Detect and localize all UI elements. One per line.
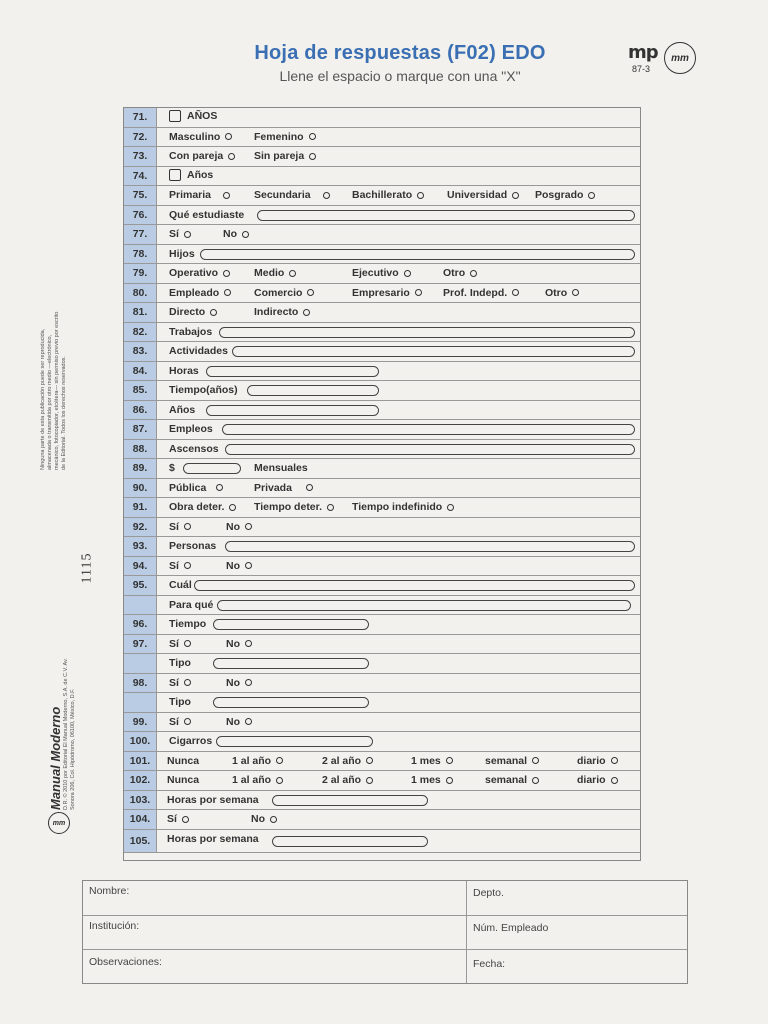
question-number: 71. <box>124 108 157 127</box>
radio-con-pareja[interactable] <box>228 153 235 160</box>
option-label: Tiempo deter. <box>254 501 323 513</box>
text-field-salario[interactable] <box>183 463 241 474</box>
brand-name: Manual Moderno <box>48 706 63 810</box>
radio-diario[interactable] <box>611 757 618 764</box>
radio-si[interactable] <box>184 679 191 686</box>
question-number: 74. <box>124 167 157 186</box>
page-subtitle: Llene el espacio o marque con una "X" <box>279 68 521 84</box>
question-number: 90. <box>124 479 157 498</box>
checkbox-icon[interactable] <box>169 169 181 181</box>
question-label: Empleos <box>169 423 213 435</box>
question-row-102 <box>124 771 640 791</box>
question-label: Horas por semana <box>167 793 259 806</box>
text-field-horas-semana[interactable] <box>272 836 428 847</box>
text-field-personas[interactable] <box>225 541 635 552</box>
question-row-74 <box>124 167 640 187</box>
radio-2-al-ano[interactable] <box>366 757 373 764</box>
option-label: 1 mes <box>411 754 441 767</box>
question-suffix: Mensuales <box>254 462 308 474</box>
question-label: $ <box>169 462 175 474</box>
question-label: Hijos <box>169 247 195 260</box>
question-label: Para qué <box>169 598 214 611</box>
question-number <box>124 596 157 615</box>
logo-code: 87-3 <box>632 64 651 74</box>
question-number: 99. <box>124 713 157 732</box>
radio-medio[interactable] <box>289 270 296 277</box>
radio-semanal[interactable] <box>532 777 539 784</box>
footer-info-table <box>82 880 688 984</box>
radio-1-mes[interactable] <box>446 777 453 784</box>
option-label: Empresario <box>352 286 410 299</box>
text-field-anos[interactable] <box>206 405 379 416</box>
radio-comercio[interactable] <box>307 289 314 296</box>
text-field-cual[interactable] <box>194 580 635 591</box>
question-row-98-tipo <box>124 693 640 713</box>
question-label: Actividades <box>169 345 228 357</box>
question-row-84 <box>124 362 640 382</box>
option-label: semanal <box>485 774 528 786</box>
question-number: 103. <box>124 791 157 810</box>
option-label: Otro <box>545 286 568 299</box>
question-label: Qué estudiaste <box>169 208 245 221</box>
option-label: Con pareja <box>169 150 224 162</box>
side-code: 1115 <box>79 552 95 584</box>
question-label: Tiempo(años) <box>169 384 238 396</box>
radio-no[interactable] <box>245 640 252 647</box>
question-row-78 <box>124 245 640 265</box>
option-label: No <box>226 637 240 650</box>
option-label: Sí <box>169 637 179 650</box>
question-number: 87. <box>124 420 157 439</box>
radio-semanal[interactable] <box>532 757 539 764</box>
radio-otro[interactable] <box>572 289 579 296</box>
radio-no[interactable] <box>245 562 252 569</box>
question-number <box>124 654 157 673</box>
radio-si[interactable] <box>184 718 191 725</box>
question-row-86 <box>124 401 640 421</box>
field-num-empleado[interactable]: Núm. Empleado <box>473 922 549 934</box>
option-label: Secundaria <box>254 189 311 201</box>
option-label: diario <box>577 774 606 786</box>
option-label: Empleado <box>169 286 220 299</box>
question-number: 79. <box>124 264 157 283</box>
question-number: 72. <box>124 128 157 147</box>
question-number: 95. <box>124 576 157 595</box>
option-label: Masculino <box>169 130 221 143</box>
option-label: Comercio <box>254 286 303 299</box>
question-number: 88. <box>124 440 157 459</box>
radio-directo[interactable] <box>210 309 217 316</box>
question-label: Tiempo <box>169 618 207 630</box>
radio-1-al-ano[interactable] <box>276 757 283 764</box>
question-number: 104. <box>124 810 157 829</box>
question-label: AÑOS <box>187 110 218 122</box>
question-row-72 <box>124 128 640 148</box>
question-number: 76. <box>124 206 157 225</box>
question-number: 105. <box>124 830 157 852</box>
question-number: 91. <box>124 498 157 517</box>
question-number: 94. <box>124 557 157 576</box>
text-field-ascensos[interactable] <box>225 444 635 455</box>
radio-obra-deter[interactable] <box>229 504 236 511</box>
radio-ejecutivo[interactable] <box>404 270 411 277</box>
field-depto[interactable]: Depto. <box>473 887 504 899</box>
text-field-hijos[interactable] <box>200 249 635 260</box>
radio-primaria[interactable] <box>223 192 230 199</box>
question-row-89 <box>124 459 640 479</box>
field-fecha[interactable]: Fecha: <box>473 958 506 970</box>
option-label: Posgrado <box>535 189 584 201</box>
option-label: Sí <box>169 559 179 572</box>
text-field-cigarros[interactable] <box>216 736 373 747</box>
brand-legal: D.R. © 2010 por Editorial El Manual Moderno, S.A. de C.V. Av. Sonora 206, Col. Hipódromo, 06100, México, D.F. <box>63 658 76 810</box>
radio-1-al-ano[interactable] <box>276 777 283 784</box>
question-number: 82. <box>124 323 157 342</box>
question-label: Horas por semana <box>167 832 259 845</box>
option-label: Universidad <box>447 189 508 201</box>
question-number: 86. <box>124 401 157 420</box>
question-row-97-tipo <box>124 654 640 674</box>
logo-mark: mp <box>628 42 658 63</box>
radio-operativo[interactable] <box>223 270 230 277</box>
question-label: Tipo <box>169 696 191 708</box>
field-nombre[interactable]: Nombre: <box>89 885 130 897</box>
question-row-81 <box>124 303 640 323</box>
radio-posgrado[interactable] <box>588 192 595 199</box>
question-number: 81. <box>124 303 157 322</box>
text-field-horas[interactable] <box>206 366 379 377</box>
radio-tiempo-deter[interactable] <box>327 504 334 511</box>
option-label: Tiempo indefinido <box>352 501 443 513</box>
question-label: Años <box>169 403 196 416</box>
question-row-100 <box>124 732 640 752</box>
option-label: No <box>226 715 240 728</box>
question-label: Horas <box>169 364 199 377</box>
text-field-para-que[interactable] <box>217 600 631 611</box>
question-row-96 <box>124 615 640 635</box>
radio-si[interactable] <box>184 523 191 530</box>
question-row-77 <box>124 225 640 245</box>
option-label: No <box>226 520 240 533</box>
question-row-82 <box>124 323 640 343</box>
question-label: Ascensos <box>169 442 219 455</box>
question-label: Cigarros <box>169 735 213 747</box>
question-number: 85. <box>124 381 157 400</box>
option-label: Privada <box>254 481 292 494</box>
checkbox-icon[interactable] <box>169 110 181 122</box>
question-row-104 <box>124 810 640 830</box>
option-label: Medio <box>254 267 285 279</box>
question-row-98 <box>124 674 640 694</box>
brand-circle-icon: mm <box>48 812 70 834</box>
field-institucion[interactable]: Institución: <box>89 920 140 932</box>
option-label: Sin pareja <box>254 150 305 162</box>
publisher-logo <box>628 40 708 80</box>
question-label: Años <box>187 168 214 181</box>
radio-femenino[interactable] <box>309 133 316 140</box>
option-label: diario <box>577 754 606 767</box>
question-row-99 <box>124 713 640 733</box>
option-label: Obra deter. <box>169 501 225 513</box>
radio-bachillerato[interactable] <box>417 192 424 199</box>
side-notice: Ninguna parte de esta publicación puede ser reproducida, almacenada o transmitida por otro medio —electrónico, mecánico, fotocopiador, etcétera— sin permiso previo por escrito de la Editorial. Todos los derechos reservados. <box>40 311 67 470</box>
radio-no[interactable] <box>245 679 252 686</box>
question-row-93 <box>124 537 640 557</box>
option-label: Sí <box>169 715 179 728</box>
question-row-95 <box>124 576 640 596</box>
question-label: Personas <box>169 540 217 552</box>
questions-table <box>123 107 641 861</box>
question-row-97 <box>124 635 640 655</box>
question-number: 80. <box>124 284 157 303</box>
question-number: 83. <box>124 342 157 361</box>
radio-masculino[interactable] <box>225 133 232 140</box>
radio-2-al-ano[interactable] <box>366 777 373 784</box>
question-row-76 <box>124 206 640 226</box>
radio-privada[interactable] <box>306 484 313 491</box>
text-field-tipo[interactable] <box>213 697 369 708</box>
question-row-94 <box>124 557 640 577</box>
text-field-tiempo-anos[interactable] <box>247 385 379 396</box>
question-number: 97. <box>124 635 157 654</box>
radio-universidad[interactable] <box>512 192 519 199</box>
radio-si[interactable] <box>184 640 191 647</box>
question-number: 84. <box>124 362 157 381</box>
question-number: 101. <box>124 752 157 771</box>
text-field-empleos[interactable] <box>222 424 635 435</box>
question-number: 98. <box>124 674 157 693</box>
option-label: No <box>226 676 240 689</box>
field-observaciones[interactable]: Observaciones: <box>89 956 162 968</box>
text-field-horas-semana[interactable] <box>272 795 428 806</box>
question-row-92 <box>124 518 640 538</box>
option-label: Bachillerato <box>352 189 413 201</box>
option-label: Prof. Indepd. <box>443 286 508 299</box>
option-label: Primaria <box>169 189 212 201</box>
option-label: 1 al año <box>232 754 272 767</box>
question-row-80 <box>124 284 640 304</box>
option-label: 2 al año <box>322 774 362 786</box>
option-label: Femenino <box>254 130 304 143</box>
question-number: 102. <box>124 771 157 790</box>
radio-empleado[interactable] <box>224 289 231 296</box>
question-number: 73. <box>124 147 157 166</box>
radio-sin-pareja[interactable] <box>309 153 316 160</box>
question-number: 78. <box>124 245 157 264</box>
text-field-actividades[interactable] <box>232 346 635 357</box>
radio-indirecto[interactable] <box>303 309 310 316</box>
radio-prof-indep[interactable] <box>512 289 519 296</box>
radio-diario[interactable] <box>611 777 618 784</box>
question-label: Tipo <box>169 657 191 669</box>
option-label: 1 al año <box>232 774 272 786</box>
question-row-87 <box>124 420 640 440</box>
option-label: Nunca <box>167 774 200 786</box>
question-number: 96. <box>124 615 157 634</box>
question-row-88 <box>124 440 640 460</box>
question-row-73 <box>124 147 640 167</box>
option-label: Ejecutivo <box>352 267 399 279</box>
option-label: No <box>226 559 240 572</box>
question-label: Trabajos <box>169 325 213 338</box>
page-title: Hoja de respuestas (F02) EDO <box>254 42 546 64</box>
option-label: Directo <box>169 306 206 318</box>
question-number: 100. <box>124 732 157 751</box>
radio-si[interactable] <box>184 231 191 238</box>
radio-empresario[interactable] <box>415 289 422 296</box>
radio-tiempo-indefinido[interactable] <box>447 504 454 511</box>
radio-no[interactable] <box>245 523 252 530</box>
option-label: Sí <box>169 520 179 533</box>
question-row-103 <box>124 791 640 811</box>
text-field-tiempo[interactable] <box>213 619 369 630</box>
option-label: 2 al año <box>322 754 362 767</box>
text-field-trabajos[interactable] <box>219 327 635 338</box>
radio-no[interactable] <box>242 231 249 238</box>
option-label: Nunca <box>167 754 200 767</box>
question-number <box>124 693 157 712</box>
text-field-estudiaste[interactable] <box>257 210 635 221</box>
question-row-75 <box>124 186 640 206</box>
question-row-105 <box>124 830 640 853</box>
question-row-79 <box>124 264 640 284</box>
option-label: No <box>251 813 265 825</box>
question-row-71 <box>124 108 640 128</box>
option-label: No <box>223 228 237 240</box>
radio-si[interactable] <box>182 816 189 823</box>
radio-publica[interactable] <box>216 484 223 491</box>
question-row-90 <box>124 479 640 499</box>
option-label: Sí <box>169 676 179 689</box>
radio-secundaria[interactable] <box>323 192 330 199</box>
option-label: Pública <box>169 481 207 494</box>
question-row-95-para-que <box>124 596 640 616</box>
option-label: Indirecto <box>254 306 299 318</box>
option-label: 1 mes <box>411 774 441 786</box>
question-row-85 <box>124 381 640 401</box>
option-label: Otro <box>443 267 466 279</box>
question-label: Cuál <box>169 579 192 591</box>
question-number: 77. <box>124 225 157 244</box>
radio-otro[interactable] <box>470 270 477 277</box>
logo-circle-icon: mm <box>664 42 696 74</box>
option-label: Sí <box>169 228 179 240</box>
radio-si[interactable] <box>184 562 191 569</box>
radio-no[interactable] <box>270 816 277 823</box>
option-label: semanal <box>485 754 528 767</box>
radio-no[interactable] <box>245 718 252 725</box>
option-label: Sí <box>167 813 177 825</box>
side-brand <box>48 650 77 810</box>
text-field-tipo[interactable] <box>213 658 369 669</box>
question-number: 89. <box>124 459 157 478</box>
option-label: Operativo <box>169 267 219 279</box>
question-number: 93. <box>124 537 157 556</box>
radio-1-mes[interactable] <box>446 757 453 764</box>
question-number: 92. <box>124 518 157 537</box>
question-row-101 <box>124 752 640 772</box>
question-number: 75. <box>124 186 157 205</box>
question-row-83 <box>124 342 640 362</box>
question-row-91 <box>124 498 640 518</box>
